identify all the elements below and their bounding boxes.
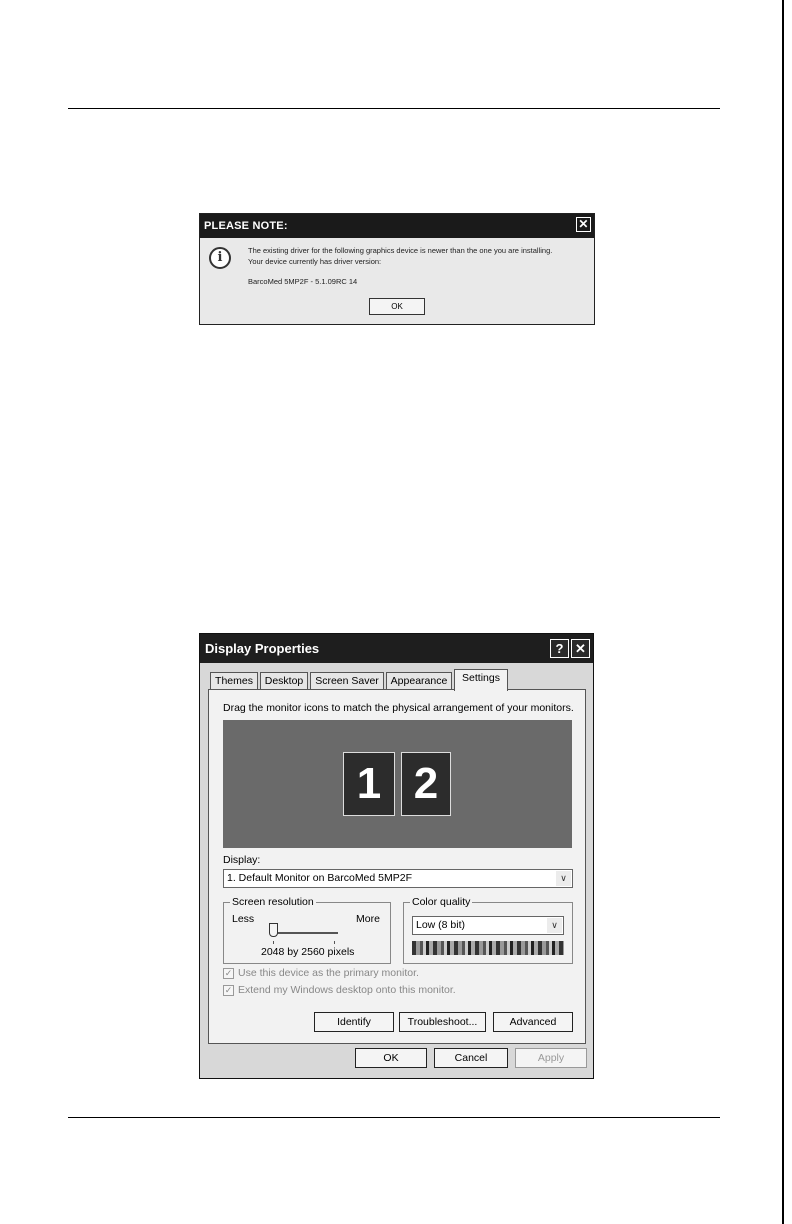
tab-settings[interactable]: Settings bbox=[454, 669, 508, 691]
display-select[interactable] bbox=[223, 869, 573, 888]
close-icon[interactable]: ✕ bbox=[576, 217, 591, 232]
display-properties-dialog bbox=[199, 633, 594, 1079]
color-quality-value: Low (8 bit) bbox=[416, 919, 466, 931]
note-message-line1: The existing driver for the following graphics device is newer than the one you are installing. bbox=[248, 246, 553, 255]
color-quality-title: Color quality bbox=[412, 896, 471, 908]
info-icon: i bbox=[209, 247, 231, 269]
dialog-title: Display Properties bbox=[205, 641, 320, 656]
header-rule bbox=[68, 108, 720, 109]
slider-tick bbox=[334, 941, 335, 944]
identify-button[interactable]: Identify bbox=[314, 1012, 394, 1032]
tab-screen-saver[interactable]: Screen Saver bbox=[310, 672, 384, 690]
footer-rule bbox=[68, 1117, 720, 1118]
monitor-2-icon[interactable]: 2 bbox=[401, 752, 451, 816]
note-titlebar bbox=[200, 214, 594, 238]
resolution-value: 2048 by 2560 pixels bbox=[261, 946, 355, 958]
advanced-button[interactable]: Advanced bbox=[493, 1012, 573, 1032]
extend-desktop-label: Extend my Windows desktop onto this monitor. bbox=[238, 984, 456, 996]
display-select-value: 1. Default Monitor on BarcoMed 5MP2F bbox=[227, 872, 413, 884]
page-edge-bar bbox=[782, 0, 784, 1224]
tab-themes[interactable]: Themes bbox=[210, 672, 258, 690]
ok-button[interactable]: OK bbox=[355, 1048, 427, 1068]
tab-desktop[interactable]: Desktop bbox=[260, 672, 308, 690]
instruction-text: Drag the monitor icons to match the physical arrangement of your monitors. bbox=[223, 702, 574, 714]
resolution-more-label: More bbox=[356, 913, 380, 925]
cancel-button[interactable]: Cancel bbox=[434, 1048, 508, 1068]
resolution-slider-thumb[interactable] bbox=[269, 923, 278, 937]
screen-resolution-group bbox=[223, 896, 391, 964]
chevron-down-icon: ∨ bbox=[556, 871, 571, 886]
slider-tick bbox=[273, 941, 274, 944]
apply-button[interactable]: Apply bbox=[515, 1048, 587, 1068]
please-note-dialog bbox=[199, 213, 595, 325]
screen-resolution-title: Screen resolution bbox=[232, 896, 314, 908]
dialog-titlebar bbox=[200, 634, 593, 663]
display-label: Display: bbox=[223, 854, 261, 866]
extend-desktop-checkbox[interactable]: ✓ bbox=[224, 985, 233, 995]
color-preview-bar bbox=[412, 941, 564, 955]
note-message-line2: Your device currently has driver version: bbox=[248, 257, 382, 266]
help-icon[interactable]: ? bbox=[550, 639, 569, 658]
resolution-slider-track[interactable] bbox=[270, 932, 338, 934]
close-icon[interactable]: ✕ bbox=[571, 639, 590, 658]
troubleshoot-button[interactable]: Troubleshoot... bbox=[399, 1012, 486, 1032]
note-driver-version: BarcoMed 5MP2F - 5.1.09RC 14 bbox=[248, 277, 358, 286]
note-title: PLEASE NOTE: bbox=[204, 220, 288, 232]
note-ok-button[interactable]: OK bbox=[369, 298, 425, 315]
monitor-arrangement-area bbox=[223, 720, 572, 848]
tab-appearance[interactable]: Appearance bbox=[386, 672, 452, 690]
resolution-less-label: Less bbox=[232, 913, 255, 925]
primary-monitor-label: Use this device as the primary monitor. bbox=[238, 967, 419, 979]
color-quality-select[interactable] bbox=[412, 916, 564, 935]
color-quality-group bbox=[403, 896, 573, 964]
chevron-down-icon: ∨ bbox=[547, 918, 562, 933]
settings-panel bbox=[208, 689, 586, 1044]
monitor-1-icon[interactable]: 1 bbox=[343, 752, 395, 816]
primary-monitor-checkbox[interactable]: ✓ bbox=[224, 968, 233, 978]
